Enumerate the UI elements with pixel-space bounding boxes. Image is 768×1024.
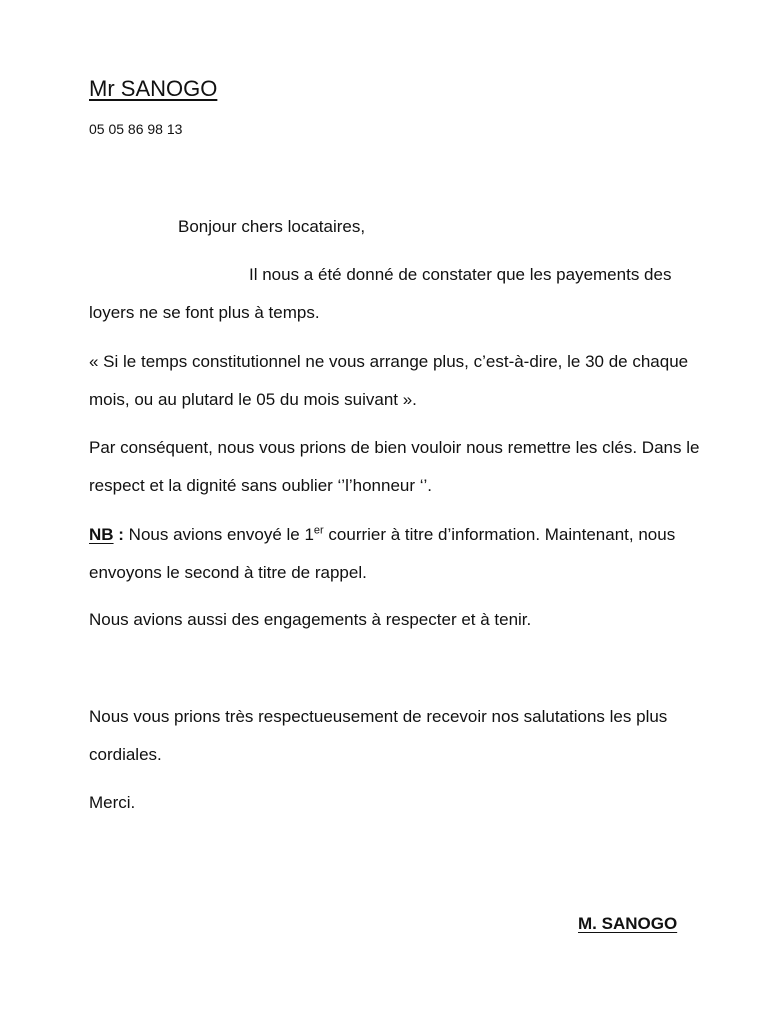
nb-separator: :	[113, 525, 124, 544]
nb-text-end: courrier à titre d’information. Maintenant, nous envoyons le second à titre de rappel.	[89, 525, 676, 582]
paragraph-return-keys: Par conséquent, nous vous prions de bien vouloir nous remettre les clés. Dans le respect et la dignité sans oublier ‘’l’honneur ‘’.	[89, 438, 700, 495]
sender-phone: 05 05 86 98 13	[89, 121, 183, 137]
nb-ordinal-suffix: er	[313, 524, 324, 537]
sender-name: Mr SANOGO	[89, 76, 218, 101]
paragraph-deadline-quote: « Si le temps constitutionnel ne vous arrange plus, c’est-à-dire, le 30 de chaque mois, ou au plutard le 05 du mois suivant ».	[89, 352, 689, 409]
nb-text-start: Nous avions envoyé le 1	[123, 525, 314, 544]
signature: M. SANOGO	[578, 914, 678, 933]
paragraph-commitments: Nous avions aussi des engagements à respecter et à tenir.	[89, 610, 532, 629]
greeting: Bonjour chers locataires,	[178, 217, 366, 236]
paragraph-thanks: Merci.	[89, 793, 136, 812]
paragraph-nb	[89, 516, 719, 592]
paragraph-payment-notice: Il nous a été donné de constater que les payements des loyers ne se font plus à temps.	[89, 265, 672, 322]
nb-label	[89, 525, 124, 544]
paragraph-salutations: Nous vous prions très respectueusement de recevoir nos salutations les plus cordiales.	[89, 707, 668, 764]
nb-abbreviation: NB	[89, 525, 114, 544]
